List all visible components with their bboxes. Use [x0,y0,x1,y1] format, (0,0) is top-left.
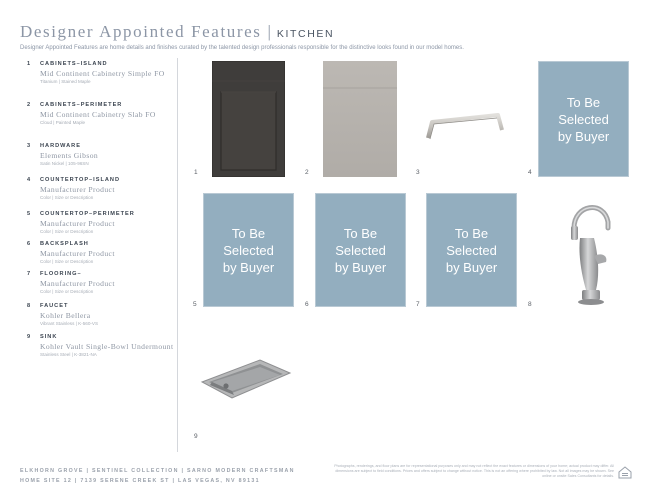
legal-disclaimer: Photographs, renderings, and floor plans are for representational purposes only and may not reflect the exact features or dimensions of your home; actual product may differ. All dimensions are subject to field conditions. Prices and offers subject to change without notice. This is not an offering where prohibited by law. Not all images may be shown. See online or onsite Sales Consultants for details. [334,464,614,478]
legend-category: CABINETS–ISLAND [40,61,108,67]
legend-number: 1 [27,61,32,67]
page-subtitle: Designer Appointed Features are home details and finishes curated by the talented design professionals responsible for the distinctive looks found in our model homes. [20,45,464,51]
footer-community-line: ELKHORN GROVE | SENTINEL COLLECTION | SARNO MODERN CRAFTSMAN [20,468,295,474]
legend-category: HARDWARE [40,143,81,149]
page-header [20,22,640,51]
legend-category: FLOORING– [40,271,82,277]
legend-product: Kohler Bellera [40,311,91,320]
footer-address [20,466,295,486]
legend-number: 9 [27,334,32,340]
tile-number: 4 [528,169,532,176]
to-be-selected-tile: To Be Selected by Buyer [203,193,294,307]
tile-number: 7 [416,301,420,308]
legend-item [27,102,175,125]
legend-detail: Titanium | Stained Maple [40,79,91,84]
legend-category: FAUCET [40,303,69,309]
legend-detail: Color | Size or Description [40,289,94,294]
title-separator: | [267,22,271,41]
tile-number: 6 [305,301,309,308]
legend-number: 4 [27,177,32,183]
legend-category: BACKSPLASH [40,241,89,247]
legend-product: Manufacturer Product [40,279,115,288]
legend-item [27,143,175,166]
legend-item [27,271,175,294]
legend-detail: Vibrant Stainless | K-560-VS [40,321,99,326]
legend-number: 7 [27,271,32,277]
legend-product: Manufacturer Product [40,219,115,228]
legend-item [27,177,175,200]
section-name: KITCHEN [276,28,335,40]
legend-item [27,211,175,234]
legend-number: 5 [27,211,32,217]
legend-product: Mid Continent Cabinetry Slab FO [40,110,156,119]
legend-category: CABINETS–PERIMETER [40,102,123,108]
legend-item [27,241,175,264]
tile-number: 1 [194,169,198,176]
tile-number: 9 [194,433,198,440]
dark-cabinet-door-swatch [212,61,285,177]
legend-category: COUNTERTOP–PERIMETER [40,211,135,217]
tile-number: 3 [416,169,420,176]
legend-product: Kohler Vault Single-Bowl Undermount [40,342,174,351]
to-be-selected-tile: To Be Selected by Buyer [538,61,629,177]
column-divider [177,58,178,452]
legend-item [27,61,175,84]
kitchen-faucet-image [564,198,616,310]
to-be-selected-tile: To Be Selected by Buyer [426,193,517,307]
legend-detail: Stainless Steel | K-3821-NA [40,352,97,357]
undermount-sink-image [198,358,292,400]
legend-category: SINK [40,334,58,340]
legend-number: 6 [27,241,32,247]
title-row [20,22,640,42]
legend-item [27,334,175,357]
page-title: Designer Appointed Features [20,22,262,41]
legend-detail: Cloud | Painted Maple [40,120,86,125]
bar-pull-hardware-image [424,112,506,142]
legend-product: Manufacturer Product [40,185,115,194]
light-cabinet-door-swatch [323,61,397,177]
legend-number: 8 [27,303,32,309]
tile-number: 8 [528,301,532,308]
tile-number: 2 [305,169,309,176]
legend-detail: Satin Nickel | 105-96SN [40,161,89,166]
legend-number: 3 [27,143,32,149]
legend-product: Elements Gibson [40,151,99,160]
legend-number: 2 [27,102,32,108]
legend-category: COUNTERTOP–ISLAND [40,177,120,183]
legend-detail: Color | Size or Description [40,229,94,234]
legend-item [27,303,175,326]
legend-product: Mid Continent Cabinetry Simple FO [40,69,165,78]
legend-detail: Color | Size or Description [40,195,94,200]
to-be-selected-tile: To Be Selected by Buyer [315,193,406,307]
footer-homesite-line: HOME SITE 12 | 7139 SERENE CREEK ST | LAS VEGAS, NV 89131 [20,478,260,484]
tile-number: 5 [193,301,197,308]
legend-product: Manufacturer Product [40,249,115,258]
legend-detail: Color | Size or Description [40,259,94,264]
equal-housing-icon [618,466,632,479]
